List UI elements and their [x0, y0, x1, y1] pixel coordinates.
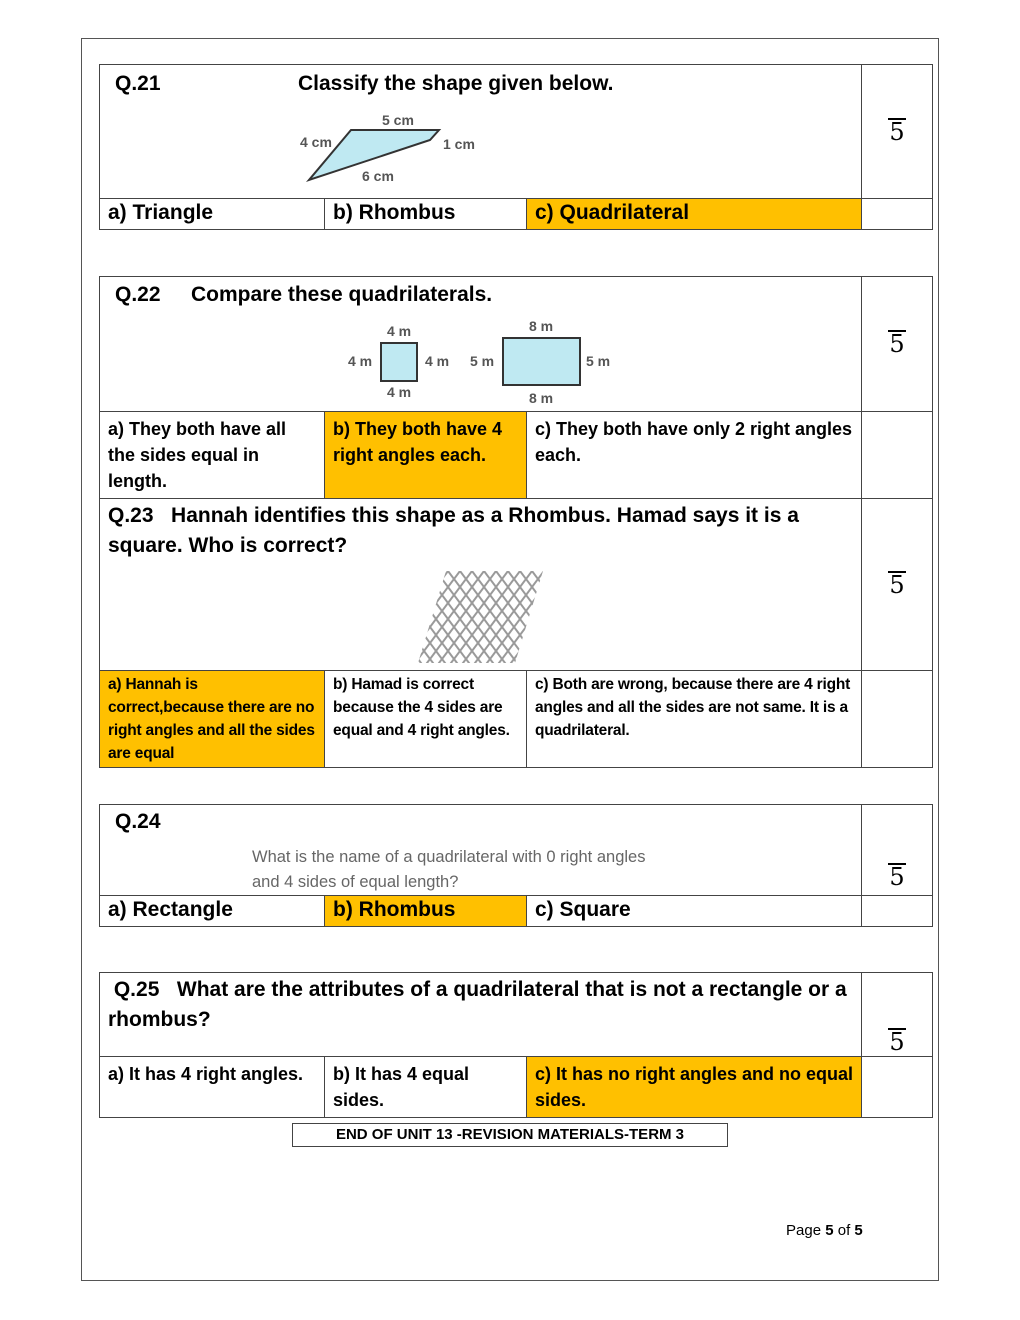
question-22-23 — [99, 276, 933, 768]
svg-text:4 m: 4 m — [425, 353, 450, 369]
answer-mark-cell — [862, 896, 933, 927]
question-21-body — [100, 65, 862, 199]
question-prompt: Classify the shape given below. — [298, 72, 614, 95]
option-b[interactable]: b) Rhombus — [325, 896, 527, 927]
question-number: Q.21 — [115, 72, 161, 95]
svg-text:4 m: 4 m — [348, 353, 373, 369]
page-total: 5 — [854, 1222, 863, 1239]
option-c[interactable]: c) Both are wrong, because there are 4 right angles and all the sides are not same. It is a quadrilateral. — [527, 671, 862, 768]
page-prefix: Page — [786, 1222, 822, 1239]
page-current: 5 — [825, 1222, 834, 1239]
svg-text:4 cm: 4 cm — [300, 134, 332, 150]
score-value: 5 — [889, 570, 905, 599]
svg-text:5 m: 5 m — [470, 353, 495, 369]
end-of-unit-note: END OF UNIT 13 -REVISION MATERIALS-TERM 3 — [292, 1123, 728, 1147]
score-value: 5 — [889, 863, 905, 891]
question-number: Q.22 — [115, 283, 161, 306]
score-cell — [862, 973, 933, 1057]
option-b[interactable]: b) They both have 4 right angles each. — [325, 412, 527, 499]
question-25 — [99, 972, 933, 1118]
question-21 — [99, 64, 933, 230]
option-c[interactable]: c) It has no right angles and no equal sides. — [527, 1057, 862, 1118]
option-c[interactable]: c) Quadrilateral — [527, 199, 862, 230]
score-cell — [862, 277, 933, 412]
option-a[interactable]: a) They both have all the sides equal in length. — [100, 412, 325, 499]
score-value: 5 — [889, 330, 905, 358]
page-of: of — [837, 1222, 851, 1239]
score-cell — [862, 805, 933, 896]
option-b[interactable]: b) It has 4 equal sides. — [325, 1057, 527, 1118]
square-and-rectangle-figure — [340, 317, 630, 407]
svg-text:4 m: 4 m — [387, 384, 412, 400]
question-22-body — [100, 277, 862, 412]
question-25-body — [100, 973, 862, 1057]
question-number: Q.23 — [108, 504, 154, 527]
option-b[interactable]: b) Hamad is correct because the 4 sides are equal and 4 right angles. — [325, 671, 527, 768]
option-a[interactable]: a) Triangle — [100, 199, 325, 230]
score-value: 5 — [889, 1028, 905, 1056]
answer-mark-cell — [862, 199, 933, 230]
svg-text:1 cm: 1 cm — [443, 136, 475, 152]
page-number — [786, 1222, 863, 1239]
question-prompt — [108, 975, 858, 1035]
svg-text:5 cm: 5 cm — [382, 112, 414, 128]
option-a[interactable]: a) Hannah is correct,because there are no right angles and all the sides are equal — [100, 671, 325, 768]
option-c[interactable]: c) Square — [527, 896, 862, 927]
question-number: Q.25 — [113, 978, 160, 1001]
question-prompt-text: What are the attributes of a quadrilateral that is not a rectangle or a rhombus? — [108, 978, 847, 1031]
score-value: 5 — [889, 117, 905, 146]
question-prompt-text: Hannah identifies this shape as a Rhombus. Hamad says it is a square. Who is correct? — [108, 504, 799, 557]
mesh-rhombus-image — [418, 571, 543, 663]
quadrilateral-figure — [290, 109, 490, 189]
option-c[interactable]: c) They both have only 2 right angles each. — [527, 412, 862, 499]
svg-text:5 m: 5 m — [586, 353, 611, 369]
question-prompt-line-2: and 4 sides of equal length? — [252, 873, 459, 891]
svg-text:8 m: 8 m — [529, 390, 554, 406]
answer-mark-cell — [862, 671, 933, 768]
option-a[interactable]: a) It has 4 right angles. — [100, 1057, 325, 1118]
score-cell — [862, 499, 933, 671]
question-prompt-line-1: What is the name of a quadrilateral with 0 right angles — [252, 848, 646, 866]
option-a[interactable]: a) Rectangle — [100, 896, 325, 927]
question-24-body — [100, 805, 862, 896]
svg-text:8 m: 8 m — [529, 318, 554, 334]
answer-mark-cell — [862, 1057, 933, 1118]
svg-text:4 m: 4 m — [387, 323, 412, 339]
question-number: Q.24 — [115, 810, 161, 833]
question-24 — [99, 804, 933, 927]
question-prompt — [252, 845, 645, 895]
answer-mark-cell — [862, 412, 933, 499]
question-23-body — [100, 499, 862, 671]
question-prompt — [108, 501, 838, 561]
question-prompt: Compare these quadrilaterals. — [191, 283, 493, 306]
option-b[interactable]: b) Rhombus — [325, 199, 527, 230]
svg-text:6 cm: 6 cm — [362, 168, 394, 184]
score-cell — [862, 65, 933, 199]
